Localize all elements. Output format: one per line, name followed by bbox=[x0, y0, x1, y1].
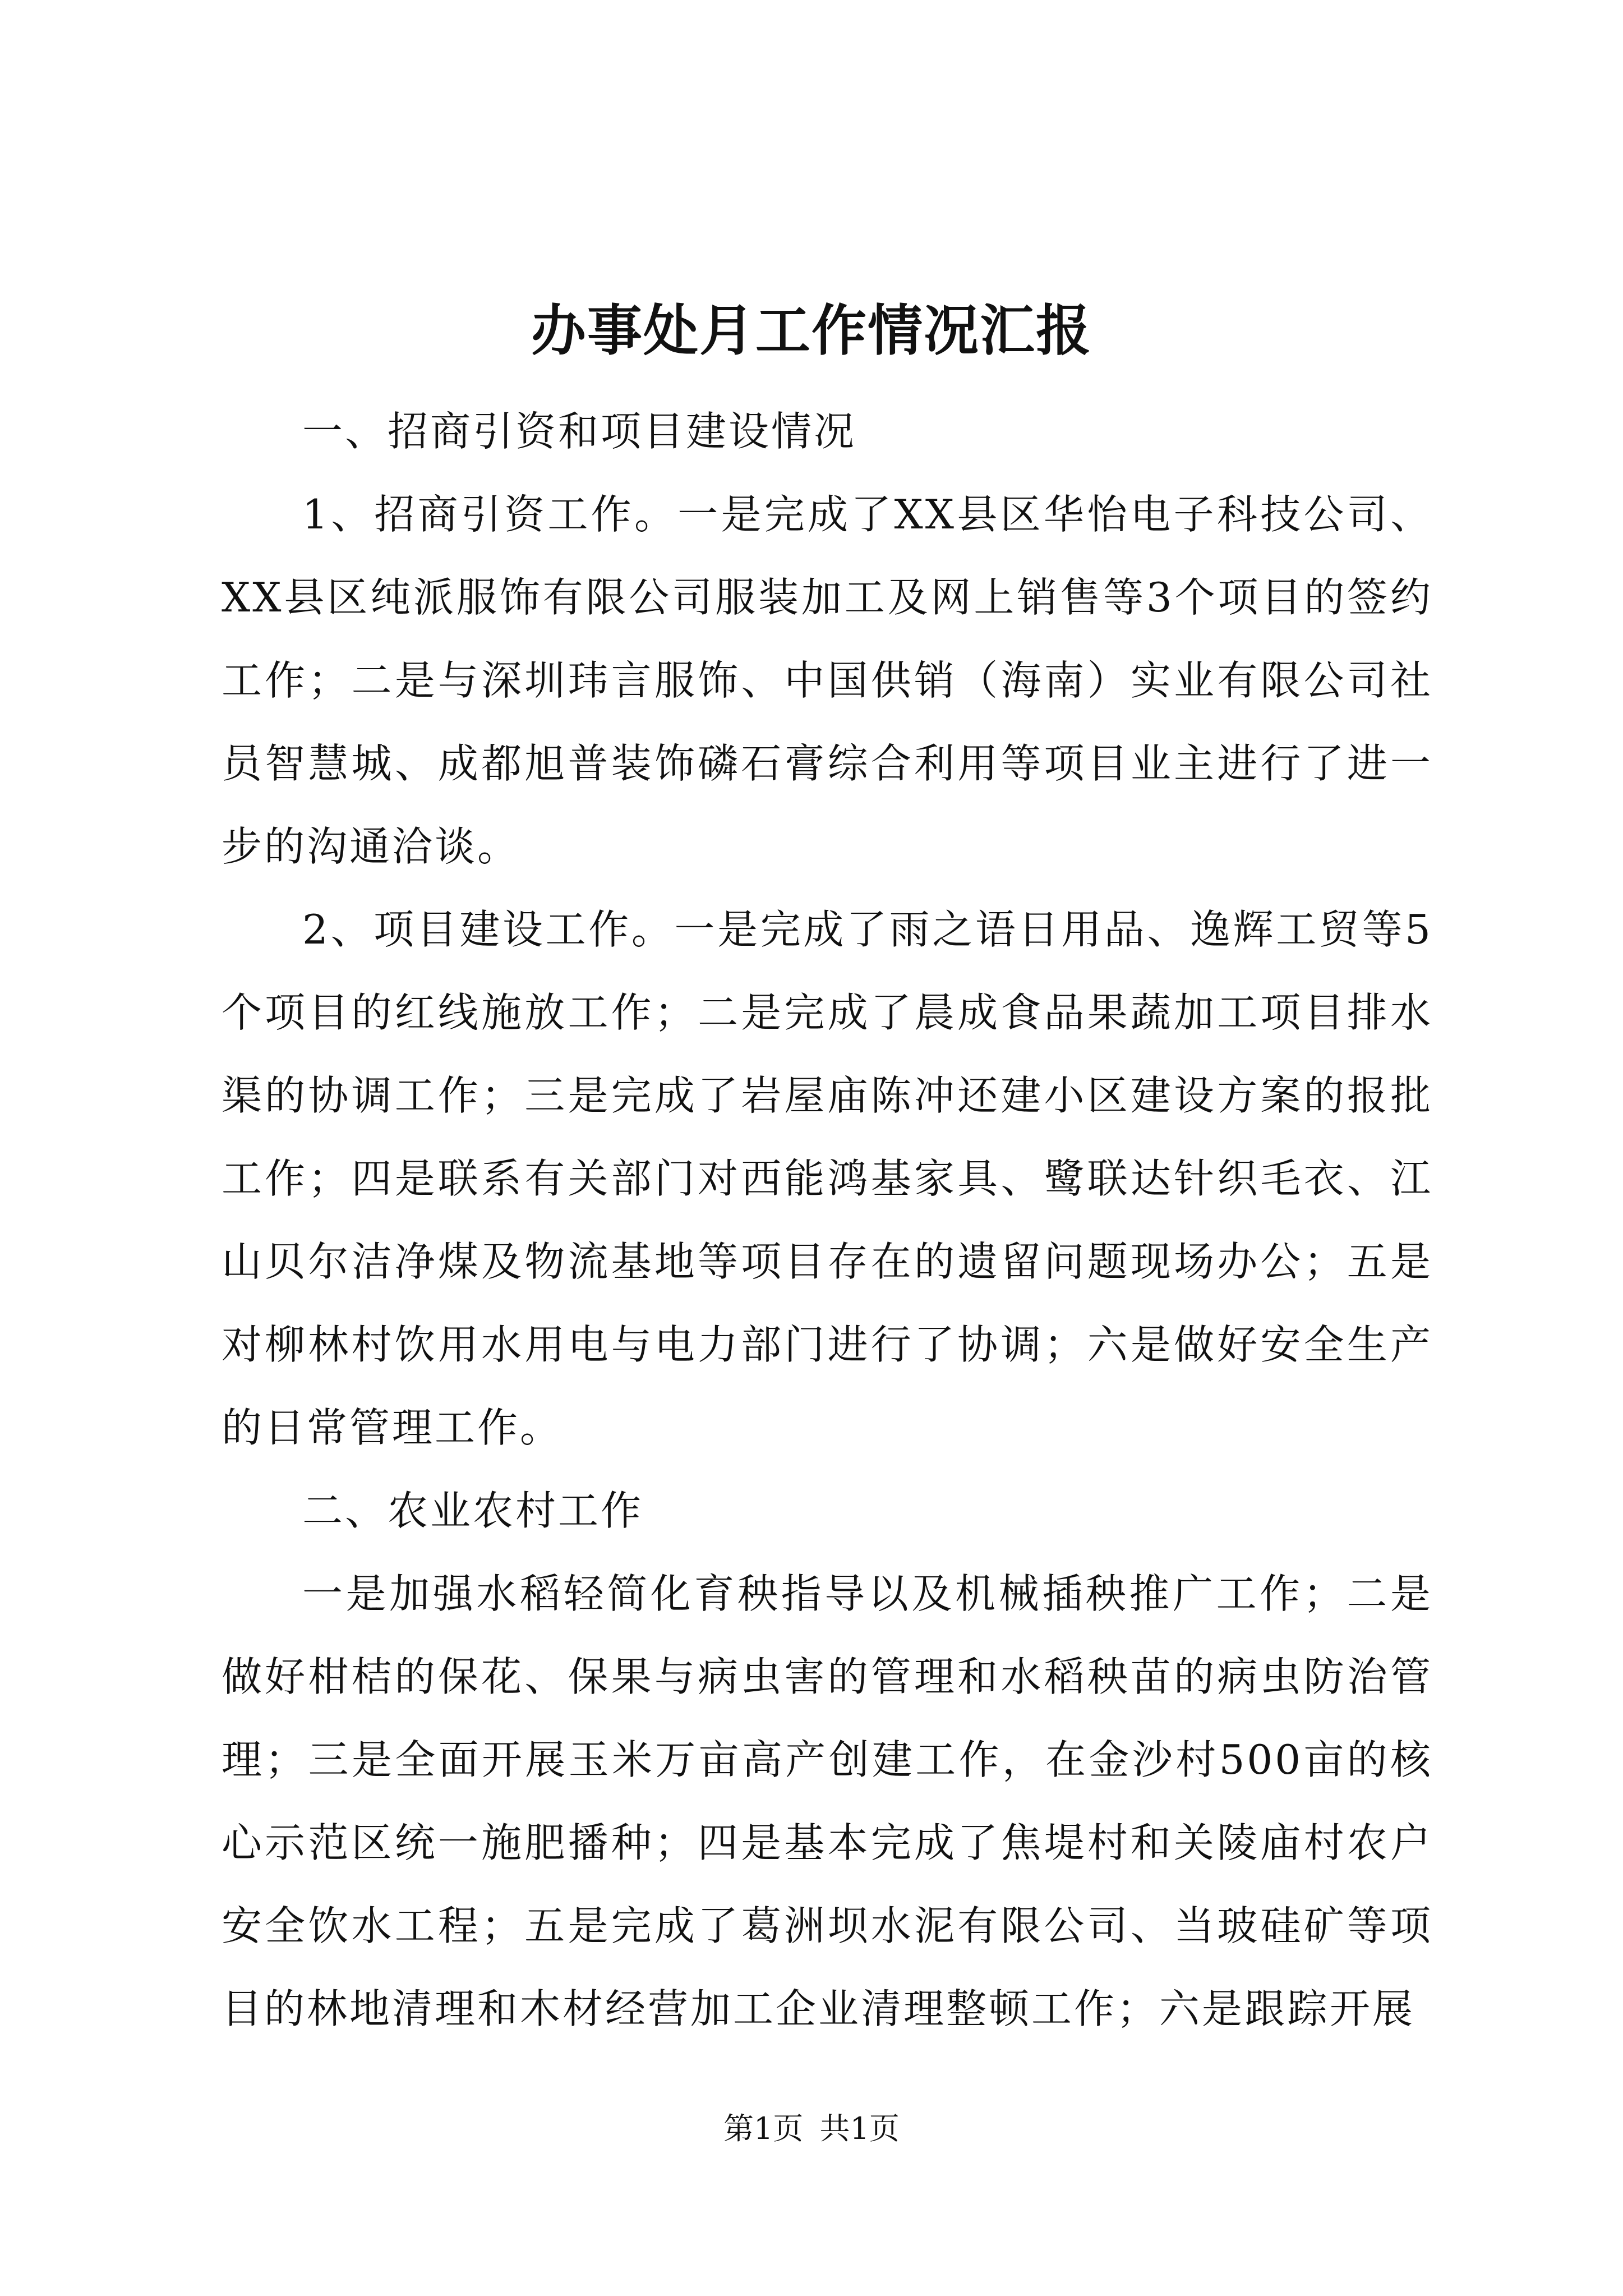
paragraph-agriculture-work: 一是加强水稻轻简化育秧指导以及机械插秧推广工作；二是做好柑桔的保花、保果与病虫害的管理和水稻秧苗的病虫防治管理；三是全面开展玉米万亩高产创建工作，在金沙村500亩的核心示范区统一施肥播种；四是基本完成了焦堤村和关陵庙村农户安全饮水工程；五是完成了葛洲坝水泥有限公司、当玻硅矿等项目的林地清理和木材经营加工企业清理整顿工作；六是跟踪开展 bbox=[222, 1570, 1433, 2032]
document-body bbox=[222, 390, 1433, 2050]
section-heading-agriculture: 二、农业农村工作 bbox=[302, 1487, 644, 1534]
page-number: 第1页 bbox=[723, 2111, 804, 2146]
page-total: 共1页 bbox=[819, 2111, 900, 2146]
paragraph-investment-work: 1、招商引资工作。一是完成了XX县区华怡电子科技公司、XX县区纯派服饰有限公司服装加工及网上销售等3个项目的签约工作；二是与深圳玮言服饰、中国供销（海南）实业有限公司社员智慧城、成都旭普装饰磷石膏综合利用等项目业主进行了进一步的沟通洽谈。 bbox=[222, 491, 1433, 870]
page-footer bbox=[0, 2106, 1623, 2151]
document-title: 办事处月工作情况汇报 bbox=[531, 298, 1092, 363]
paragraph-project-construction: 2、项目建设工作。一是完成了雨之语日用品、逸辉工贸等5个项目的红线施放工作；二是完成了晨成食品果蔬加工项目排水渠的协调工作；三是完成了岩屋庙陈冲还建小区建设方案的报批工作；四是联系有关部门对西能鸿基家具、鹭联达针织毛衣、江山贝尔洁净煤及物流基地等项目存在的遗留问题现场办公；五是对柳林村饮用水用电与电力部门进行了协调；六是做好安全生产的日常管理工作。 bbox=[222, 906, 1433, 1451]
section-heading-investment: 一、招商引资和项目建设情况 bbox=[302, 408, 857, 455]
